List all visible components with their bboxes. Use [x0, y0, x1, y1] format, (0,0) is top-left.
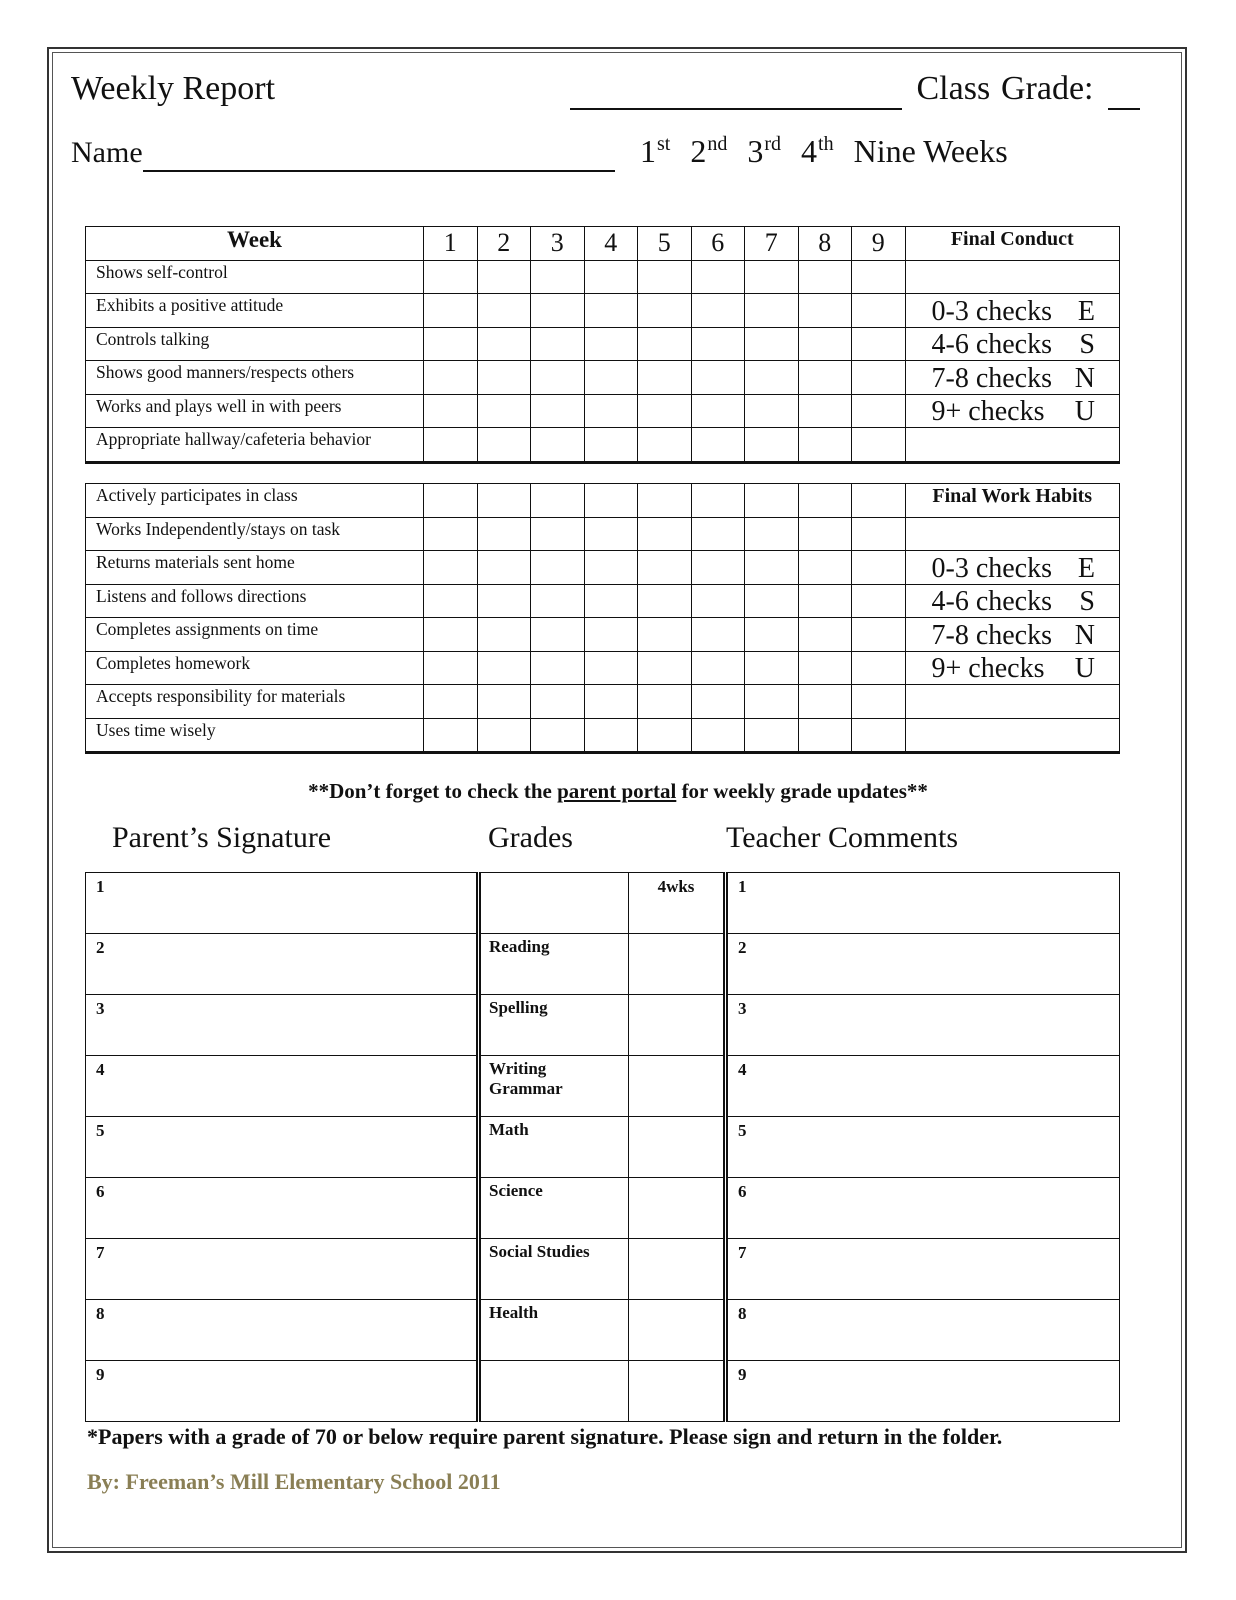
check-cell[interactable] [477, 584, 531, 618]
check-cell[interactable] [584, 294, 638, 328]
table-row [86, 1056, 1120, 1117]
check-cell[interactable] [852, 260, 906, 294]
grade-cell[interactable] [629, 995, 726, 1056]
behavior-label: Appropriate hallway/cafeteria behavior [86, 428, 424, 463]
check-cell[interactable] [691, 428, 745, 463]
subject-cell [479, 873, 629, 934]
conduct-row [86, 260, 1120, 294]
work-habit-label: Uses time wisely [86, 718, 424, 753]
week-number: 5 [638, 227, 692, 261]
check-cell[interactable] [745, 618, 799, 652]
week-header: Week [86, 227, 424, 261]
final-work-habits-header: Final Work Habits [905, 484, 1120, 518]
work-habit-row [86, 651, 1120, 685]
check-cell[interactable] [691, 294, 745, 328]
check-cell[interactable] [638, 517, 692, 551]
grade-cell[interactable] [629, 1178, 726, 1239]
work-habit-label: Completes assignments on time [86, 618, 424, 652]
parent-signature-cell[interactable]: 7 [86, 1239, 479, 1300]
check-cell[interactable] [477, 551, 531, 585]
check-cell[interactable] [424, 584, 478, 618]
week-number: 1 [424, 227, 478, 261]
check-cell[interactable] [424, 484, 478, 518]
conduct-scale-e: 0-3 checks E [905, 294, 1120, 328]
behavior-label: Shows good manners/respects others [86, 361, 424, 395]
grade-cell[interactable] [629, 1056, 726, 1117]
teacher-comment-cell[interactable]: 2 [726, 934, 1120, 995]
check-cell[interactable] [584, 428, 638, 463]
check-cell[interactable] [477, 651, 531, 685]
behavior-label: Controls talking [86, 327, 424, 361]
grades-header: Grades [488, 821, 573, 854]
check-cell[interactable] [798, 618, 852, 652]
check-cell[interactable] [745, 327, 799, 361]
check-cell[interactable] [745, 428, 799, 463]
table-row [86, 934, 1120, 995]
teacher-comments-header: Teacher Comments [726, 821, 958, 854]
check-cell[interactable] [798, 327, 852, 361]
check-cell[interactable] [584, 517, 638, 551]
subject-spelling: Spelling [479, 995, 629, 1056]
quarter-3[interactable]: 3rd [747, 133, 782, 169]
check-cell[interactable] [584, 618, 638, 652]
parent-signature-cell[interactable]: 9 [86, 1361, 479, 1422]
check-cell[interactable] [531, 260, 585, 294]
conduct-scale-s: 4-6 checks S [905, 327, 1120, 361]
teacher-comment-cell[interactable]: 9 [726, 1361, 1120, 1422]
work-habit-row [86, 685, 1120, 719]
subject-math: Math [479, 1117, 629, 1178]
check-cell[interactable] [638, 551, 692, 585]
subject-social-studies: Social Studies [479, 1239, 629, 1300]
check-cell[interactable] [477, 618, 531, 652]
table-row [86, 1239, 1120, 1300]
check-cell[interactable] [477, 685, 531, 719]
check-cell[interactable] [745, 718, 799, 753]
check-cell[interactable] [477, 718, 531, 753]
check-cell[interactable] [745, 260, 799, 294]
conduct-row [86, 428, 1120, 463]
conduct-row [86, 361, 1120, 395]
check-cell[interactable] [424, 651, 478, 685]
name-label: Name [71, 136, 143, 169]
grade-field[interactable] [1001, 70, 1140, 110]
check-cell[interactable] [424, 551, 478, 585]
check-cell[interactable] [531, 651, 585, 685]
check-cell[interactable] [691, 685, 745, 719]
check-cell[interactable] [584, 685, 638, 719]
table-row [86, 873, 1120, 934]
work-habit-row [86, 551, 1120, 585]
conduct-header-row [86, 227, 1120, 261]
check-cell[interactable] [424, 428, 478, 463]
check-cell[interactable] [638, 618, 692, 652]
check-cell[interactable] [798, 584, 852, 618]
check-cell[interactable] [638, 361, 692, 395]
name-field[interactable] [71, 136, 615, 172]
check-cell[interactable] [584, 260, 638, 294]
check-cell[interactable] [424, 685, 478, 719]
week-number: 7 [745, 227, 799, 261]
check-cell[interactable] [638, 260, 692, 294]
work-scale-s: 4-6 checks S [905, 584, 1120, 618]
check-cell[interactable] [798, 294, 852, 328]
work-habit-row [86, 517, 1120, 551]
check-cell[interactable] [798, 394, 852, 428]
check-cell[interactable] [424, 618, 478, 652]
final-work-habits-cell[interactable] [905, 685, 1120, 719]
check-cell[interactable] [638, 584, 692, 618]
check-cell[interactable] [477, 394, 531, 428]
check-cell[interactable] [424, 327, 478, 361]
check-cell[interactable] [852, 394, 906, 428]
final-conduct-cell[interactable] [905, 428, 1120, 463]
check-cell[interactable] [691, 551, 745, 585]
check-cell[interactable] [745, 685, 799, 719]
check-cell[interactable] [424, 394, 478, 428]
parent-signature-cell[interactable]: 8 [86, 1300, 479, 1361]
notice-prefix: **Don’t forget to check the [308, 779, 558, 803]
conduct-scale-u: 9+ checks U [905, 394, 1120, 428]
grade-blank[interactable] [1108, 70, 1140, 110]
check-cell[interactable] [691, 718, 745, 753]
subject-health: Health [479, 1300, 629, 1361]
final-conduct-header: Final Conduct [905, 227, 1120, 261]
check-cell[interactable] [691, 517, 745, 551]
check-cell[interactable] [852, 618, 906, 652]
work-habit-row [86, 584, 1120, 618]
check-cell[interactable] [531, 517, 585, 551]
subject-reading: Reading [479, 934, 629, 995]
grade-cell[interactable] [629, 934, 726, 995]
check-cell[interactable] [531, 394, 585, 428]
check-cell[interactable] [638, 428, 692, 463]
table-row [86, 1300, 1120, 1361]
check-cell[interactable] [852, 685, 906, 719]
check-cell[interactable] [584, 394, 638, 428]
parent-signature-cell[interactable]: 2 [86, 934, 479, 995]
check-cell[interactable] [691, 361, 745, 395]
check-cell[interactable] [477, 517, 531, 551]
parent-signature-cell[interactable]: 5 [86, 1117, 479, 1178]
check-cell[interactable] [798, 651, 852, 685]
check-cell[interactable] [584, 484, 638, 518]
check-cell[interactable] [584, 361, 638, 395]
parent-signature-cell[interactable]: 4 [86, 1056, 479, 1117]
check-cell[interactable] [638, 294, 692, 328]
teacher-comment-cell[interactable]: 1 [726, 873, 1120, 934]
parent-portal-link[interactable]: parent portal [557, 779, 677, 803]
check-cell[interactable] [477, 294, 531, 328]
papers-signature-note: *Papers with a grade of 70 or below require parent signature. Please sign and return in the folder. [87, 1424, 1003, 1449]
check-cell[interactable] [852, 718, 906, 753]
parents-signature-header: Parent’s Signature [112, 821, 332, 854]
check-cell[interactable] [531, 551, 585, 585]
work-habit-row [86, 718, 1120, 753]
check-cell[interactable] [852, 294, 906, 328]
check-cell[interactable] [852, 428, 906, 463]
check-cell[interactable] [691, 260, 745, 294]
check-cell[interactable] [424, 517, 478, 551]
check-cell[interactable] [852, 517, 906, 551]
check-cell[interactable] [798, 551, 852, 585]
check-cell[interactable] [745, 651, 799, 685]
conduct-table [85, 226, 1120, 464]
check-cell[interactable] [798, 685, 852, 719]
final-work-habits-cell[interactable] [905, 718, 1120, 753]
check-cell[interactable] [584, 651, 638, 685]
conduct-row [86, 394, 1120, 428]
check-cell[interactable] [852, 361, 906, 395]
quarter-selector [640, 133, 1008, 170]
check-cell[interactable] [745, 361, 799, 395]
check-cell[interactable] [691, 618, 745, 652]
check-cell[interactable] [691, 651, 745, 685]
check-cell[interactable] [531, 584, 585, 618]
check-cell[interactable] [852, 327, 906, 361]
check-cell[interactable] [584, 718, 638, 753]
check-cell[interactable] [798, 484, 852, 518]
check-cell[interactable] [852, 651, 906, 685]
grade-cell[interactable] [629, 1239, 726, 1300]
grade-cell[interactable] [629, 1300, 726, 1361]
parent-signature-cell[interactable]: 1 [86, 873, 479, 934]
subject-science: Science [479, 1178, 629, 1239]
check-cell[interactable] [531, 618, 585, 652]
behavior-label: Works and plays well in with peers [86, 394, 424, 428]
check-cell[interactable] [424, 361, 478, 395]
check-cell[interactable] [584, 551, 638, 585]
check-cell[interactable] [852, 484, 906, 518]
teacher-comment-cell[interactable]: 7 [726, 1239, 1120, 1300]
signature-grades-comments-table [85, 872, 1120, 1422]
check-cell[interactable] [477, 361, 531, 395]
check-cell[interactable] [798, 718, 852, 753]
subject-writing-grammar: Writing Grammar [479, 1056, 629, 1117]
report-title: Weekly Report [71, 70, 276, 107]
class-field[interactable] [570, 70, 990, 110]
behavior-label: Exhibits a positive attitude [86, 294, 424, 328]
work-habit-row [86, 484, 1120, 518]
notice-suffix: for weekly grade updates** [676, 779, 928, 803]
check-cell[interactable] [424, 294, 478, 328]
work-scale-n: 7-8 checks N [905, 618, 1120, 652]
class-label: Class [916, 70, 991, 107]
conduct-row [86, 327, 1120, 361]
table-row [86, 1117, 1120, 1178]
check-cell[interactable] [638, 394, 692, 428]
check-cell[interactable] [745, 517, 799, 551]
grade-cell[interactable] [629, 1361, 726, 1422]
check-cell[interactable] [424, 718, 478, 753]
week-number: 6 [691, 227, 745, 261]
class-blank[interactable] [570, 70, 902, 110]
work-habit-label: Completes homework [86, 651, 424, 685]
school-credit: By: Freeman’s Mill Elementary School 2011 [87, 1469, 501, 1494]
check-cell[interactable] [745, 294, 799, 328]
nine-weeks-label: Nine Weeks [853, 133, 1008, 169]
check-cell[interactable] [798, 361, 852, 395]
conduct-scale-n: 7-8 checks N [905, 361, 1120, 395]
check-cell[interactable] [531, 718, 585, 753]
check-cell[interactable] [852, 584, 906, 618]
teacher-comment-cell[interactable]: 5 [726, 1117, 1120, 1178]
check-cell[interactable] [477, 260, 531, 294]
teacher-comment-cell[interactable]: 4 [726, 1056, 1120, 1117]
check-cell[interactable] [798, 517, 852, 551]
subject-cell [479, 1361, 629, 1422]
final-work-habits-cell[interactable] [905, 517, 1120, 551]
check-cell[interactable] [424, 260, 478, 294]
grade-cell[interactable] [629, 1117, 726, 1178]
final-conduct-cell[interactable] [905, 260, 1120, 294]
check-cell[interactable] [531, 294, 585, 328]
work-habit-label: Listens and follows directions [86, 584, 424, 618]
work-habit-label: Returns materials sent home [86, 551, 424, 585]
check-cell[interactable] [691, 584, 745, 618]
quarter-1[interactable]: 1st [640, 133, 671, 169]
grade-label: Grade: [1001, 70, 1094, 107]
work-habit-label: Accepts responsibility for materials [86, 685, 424, 719]
quarter-2[interactable]: 2nd [690, 133, 728, 169]
week-number: 2 [477, 227, 531, 261]
four-weeks-header: 4wks [629, 873, 726, 934]
work-scale-u: 9+ checks U [905, 651, 1120, 685]
check-cell[interactable] [531, 428, 585, 463]
check-cell[interactable] [691, 484, 745, 518]
table-row [86, 995, 1120, 1056]
behavior-label: Shows self-control [86, 260, 424, 294]
check-cell[interactable] [477, 327, 531, 361]
check-cell[interactable] [638, 484, 692, 518]
check-cell[interactable] [691, 394, 745, 428]
parent-portal-notice [0, 779, 1236, 804]
check-cell[interactable] [531, 685, 585, 719]
check-cell[interactable] [798, 260, 852, 294]
check-cell[interactable] [584, 327, 638, 361]
check-cell[interactable] [477, 428, 531, 463]
work-habit-label: Actively participates in class [86, 484, 424, 518]
teacher-comment-cell[interactable]: 8 [726, 1300, 1120, 1361]
parent-signature-cell[interactable]: 3 [86, 995, 479, 1056]
work-habits-table [85, 483, 1120, 754]
conduct-row [86, 294, 1120, 328]
check-cell[interactable] [638, 685, 692, 719]
work-scale-e: 0-3 checks E [905, 551, 1120, 585]
check-cell[interactable] [531, 361, 585, 395]
name-blank[interactable] [143, 136, 615, 172]
check-cell[interactable] [745, 551, 799, 585]
check-cell[interactable] [798, 428, 852, 463]
check-cell[interactable] [531, 484, 585, 518]
check-cell[interactable] [638, 718, 692, 753]
week-number: 3 [531, 227, 585, 261]
week-number: 8 [798, 227, 852, 261]
check-cell[interactable] [852, 551, 906, 585]
check-cell[interactable] [477, 484, 531, 518]
teacher-comment-cell[interactable]: 6 [726, 1178, 1120, 1239]
work-habit-label: Works Independently/stays on task [86, 517, 424, 551]
check-cell[interactable] [691, 327, 745, 361]
check-cell[interactable] [745, 394, 799, 428]
check-cell[interactable] [531, 327, 585, 361]
check-cell[interactable] [745, 584, 799, 618]
check-cell[interactable] [745, 484, 799, 518]
week-number: 9 [852, 227, 906, 261]
teacher-comment-cell[interactable]: 3 [726, 995, 1120, 1056]
table-row [86, 1178, 1120, 1239]
work-habit-row [86, 618, 1120, 652]
week-number: 4 [584, 227, 638, 261]
check-cell[interactable] [638, 327, 692, 361]
check-cell[interactable] [638, 651, 692, 685]
parent-signature-cell[interactable]: 6 [86, 1178, 479, 1239]
table-row [86, 1361, 1120, 1422]
quarter-4[interactable]: 4th [801, 133, 834, 169]
check-cell[interactable] [584, 584, 638, 618]
